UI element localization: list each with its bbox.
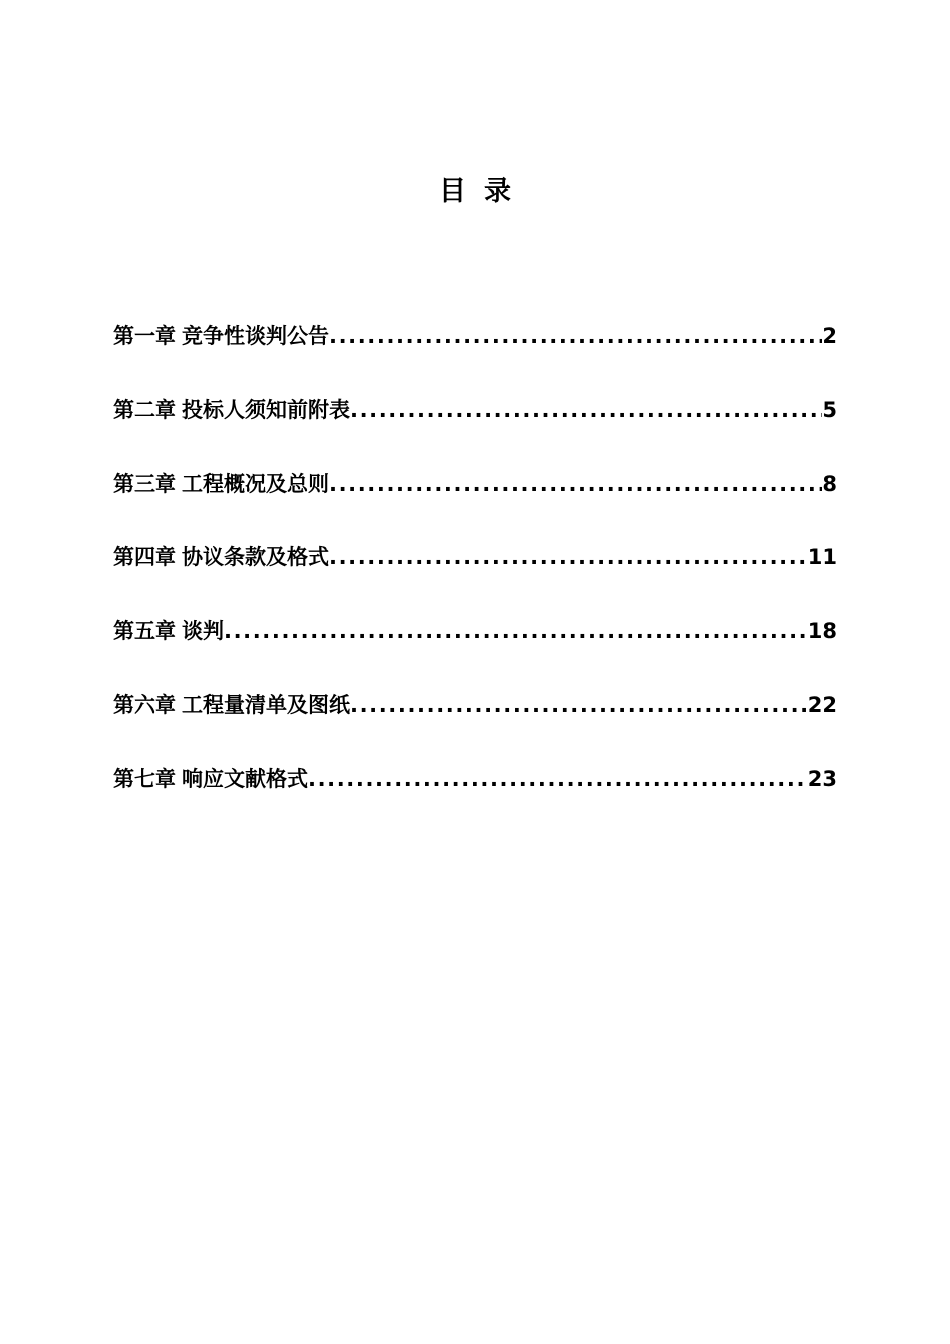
toc-dot-leader [350, 685, 808, 725]
toc-list [113, 316, 837, 833]
toc-dot-leader [308, 759, 808, 799]
toc-chapter-name: 工程量清单及图纸 [182, 692, 350, 717]
toc-page-number: 18 [807, 619, 837, 644]
toc-page-number: 8 [822, 471, 837, 496]
toc-chapter-number: 第一章 [113, 324, 176, 348]
toc-entry-chapter-5[interactable] [113, 611, 837, 651]
toc-dot-leader [329, 537, 808, 577]
toc-page-number: 5 [822, 397, 837, 422]
toc-page-number: 23 [807, 766, 837, 791]
toc-chapter-number: 第六章 [113, 692, 176, 717]
toc-entry-chapter-6[interactable] [113, 685, 837, 725]
toc-entry-chapter-7[interactable] [113, 759, 837, 799]
toc-dot-leader [329, 464, 822, 504]
toc-chapter-name: 竞争性谈判公告 [182, 324, 329, 348]
toc-entry-label [113, 316, 329, 356]
toc-chapter-name: 投标人须知前附表 [182, 397, 350, 422]
toc-entry-label [113, 464, 329, 504]
toc-title-char-1: 目 [439, 176, 466, 207]
toc-entry-chapter-1[interactable] [113, 316, 837, 356]
toc-entry-label [113, 611, 224, 651]
toc-page-number: 22 [807, 692, 837, 717]
toc-chapter-name: 工程概况及总则 [182, 471, 329, 496]
toc-dot-leader [350, 390, 822, 430]
toc-entry-label [113, 759, 308, 799]
toc-page-number: 2 [822, 324, 837, 348]
toc-entry-chapter-3[interactable] [113, 464, 837, 504]
toc-title [0, 172, 950, 212]
toc-page-number: 11 [807, 545, 837, 570]
toc-chapter-name: 谈判 [182, 619, 224, 644]
toc-entry-chapter-4[interactable] [113, 537, 837, 577]
toc-entry-label [113, 390, 350, 430]
toc-dot-leader [329, 316, 822, 356]
toc-entry-label [113, 537, 329, 577]
toc-chapter-number: 第四章 [113, 545, 176, 570]
toc-dot-leader [224, 611, 808, 651]
toc-chapter-name: 响应文献格式 [182, 766, 308, 791]
toc-chapter-number: 第二章 [113, 397, 176, 422]
toc-chapter-number: 第七章 [113, 766, 176, 791]
toc-entry-chapter-2[interactable] [113, 390, 837, 430]
toc-entry-label [113, 685, 350, 725]
toc-chapter-number: 第五章 [113, 619, 176, 644]
toc-chapter-number: 第三章 [113, 471, 176, 496]
toc-chapter-name: 协议条款及格式 [182, 545, 329, 570]
toc-title-char-2: 录 [484, 176, 511, 207]
